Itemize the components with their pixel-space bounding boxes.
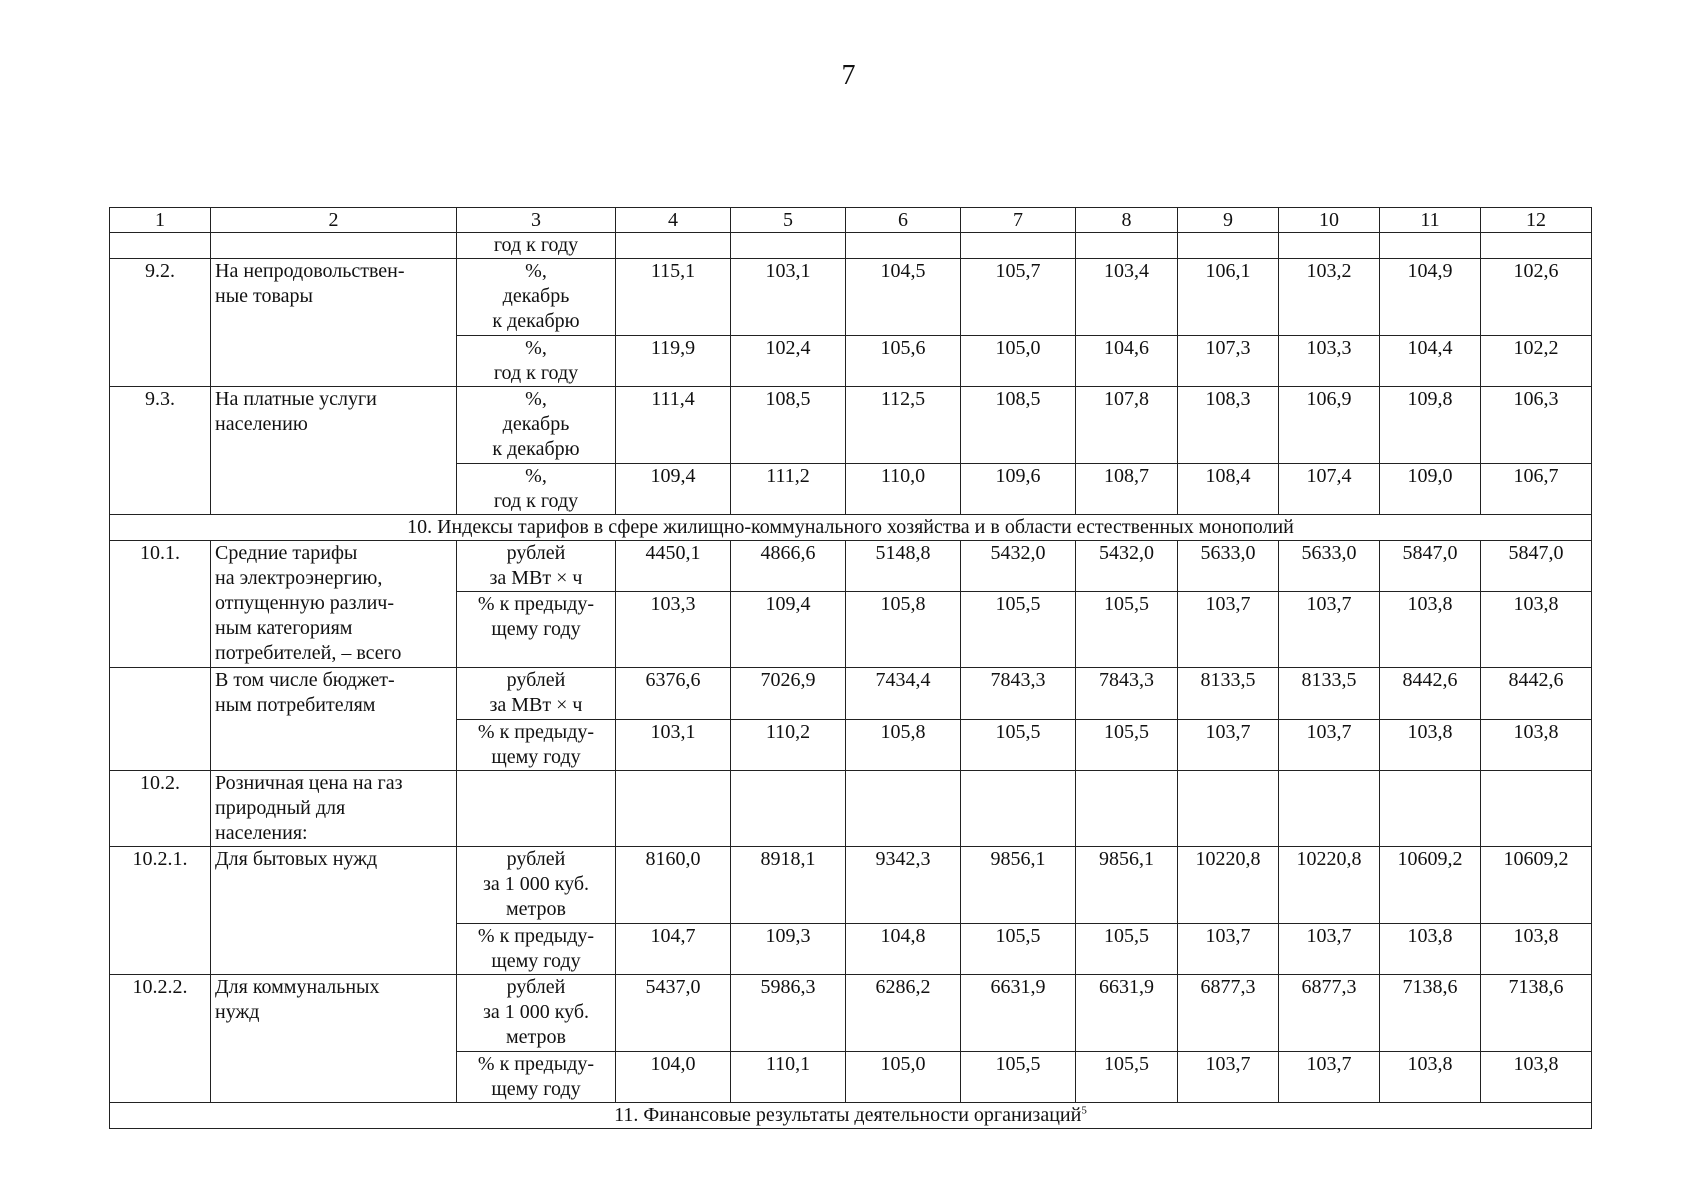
- section-title-cell: [110, 1103, 1592, 1129]
- value-cell: 105,0: [961, 336, 1076, 387]
- table-row: [110, 975, 1592, 1052]
- value-cell: 105,5: [961, 1052, 1076, 1103]
- value-cell: 10609,2: [1481, 847, 1592, 924]
- value-cell: 104,5: [846, 259, 961, 336]
- value-cell: 110,0: [846, 464, 961, 515]
- value-cell: 10220,8: [1279, 847, 1380, 924]
- value-cell: 7138,6: [1380, 975, 1481, 1052]
- carry-over-cell: [1279, 233, 1380, 259]
- value-cell: 103,8: [1380, 924, 1481, 975]
- value-cell: 103,7: [1178, 1052, 1279, 1103]
- footnote-mark: 5: [1081, 1104, 1087, 1117]
- value-cell: 108,4: [1178, 464, 1279, 515]
- carry-over-cell: [1076, 233, 1178, 259]
- unit-cell: % к предыду- щему году: [457, 592, 616, 668]
- unit-cell: % к предыду- щему году: [457, 720, 616, 771]
- value-cell: 103,7: [1279, 924, 1380, 975]
- indicator-name-cell: В том числе бюджет- ным потребителям: [211, 668, 457, 771]
- unit-cell: рублей за 1 000 куб. метров: [457, 847, 616, 924]
- value-cell: 6877,3: [1279, 975, 1380, 1052]
- column-header: 4: [616, 208, 731, 233]
- carry-over-cell: [616, 233, 731, 259]
- value-cell: 109,3: [731, 924, 846, 975]
- value-cell: 103,3: [616, 592, 731, 668]
- value-cell: 110,1: [731, 1052, 846, 1103]
- column-header: 5: [731, 208, 846, 233]
- value-cell: 111,4: [616, 387, 731, 464]
- value-cell: 105,5: [961, 720, 1076, 771]
- value-cell: 108,5: [961, 387, 1076, 464]
- item-number-cell: 10.1.: [110, 541, 211, 668]
- value-cell: 103,8: [1380, 1052, 1481, 1103]
- value-cell: 103,8: [1481, 1052, 1592, 1103]
- value-cell: 10609,2: [1380, 847, 1481, 924]
- value-cell: 103,7: [1279, 592, 1380, 668]
- value-cell: 5986,3: [731, 975, 846, 1052]
- page-number: 7: [841, 60, 856, 91]
- value-cell: 102,4: [731, 336, 846, 387]
- unit-cell: % к предыду- щему году: [457, 1052, 616, 1103]
- empty-cell: [457, 771, 616, 847]
- value-cell: 103,7: [1279, 1052, 1380, 1103]
- value-cell: 103,8: [1380, 720, 1481, 771]
- value-cell: 107,8: [1076, 387, 1178, 464]
- column-number-row: [110, 208, 1592, 233]
- value-cell: 105,5: [961, 924, 1076, 975]
- item-number-cell: [110, 668, 211, 771]
- value-cell: 5432,0: [1076, 541, 1178, 592]
- value-cell: 104,0: [616, 1052, 731, 1103]
- value-cell: 8133,5: [1279, 668, 1380, 720]
- column-header: 6: [846, 208, 961, 233]
- value-cell: 8442,6: [1481, 668, 1592, 720]
- value-cell: 109,6: [961, 464, 1076, 515]
- value-cell: 115,1: [616, 259, 731, 336]
- section-title: 10. Индексы тарифов в сфере жилищно-коммунального хозяйства и в области естественных монополий: [407, 516, 1294, 538]
- column-header: 1: [110, 208, 211, 233]
- item-number-cell: 10.2.2.: [110, 975, 211, 1103]
- section-row: [110, 1103, 1592, 1129]
- value-cell: 109,0: [1380, 464, 1481, 515]
- carry-over-cell: [1380, 233, 1481, 259]
- value-cell: 6877,3: [1178, 975, 1279, 1052]
- column-header: 10: [1279, 208, 1380, 233]
- column-header: 12: [1481, 208, 1592, 233]
- value-cell: 102,2: [1481, 336, 1592, 387]
- value-cell: 7138,6: [1481, 975, 1592, 1052]
- indicator-name-cell: Розничная цена на газ природный для населения:: [211, 771, 457, 847]
- empty-cell: [1380, 771, 1481, 847]
- value-cell: 105,8: [846, 720, 961, 771]
- value-cell: 119,9: [616, 336, 731, 387]
- value-cell: 4866,6: [731, 541, 846, 592]
- table-row: [110, 847, 1592, 924]
- column-header: 11: [1380, 208, 1481, 233]
- unit-cell: рублей за МВт × ч: [457, 668, 616, 720]
- value-cell: 103,8: [1481, 720, 1592, 771]
- value-cell: 103,1: [731, 259, 846, 336]
- value-cell: 6286,2: [846, 975, 961, 1052]
- value-cell: 107,3: [1178, 336, 1279, 387]
- section-title: 11. Финансовые результаты деятельности организаций: [614, 1104, 1082, 1126]
- carry-over-cell: [110, 233, 211, 259]
- indicator-name-cell: На непродовольствен- ные товары: [211, 259, 457, 387]
- carry-over-row: [110, 233, 1592, 259]
- value-cell: 8133,5: [1178, 668, 1279, 720]
- value-cell: 105,5: [1076, 1052, 1178, 1103]
- carry-over-cell: [1178, 233, 1279, 259]
- item-number-cell: 10.2.: [110, 771, 211, 847]
- value-cell: 104,4: [1380, 336, 1481, 387]
- item-number-cell: 10.2.1.: [110, 847, 211, 975]
- value-cell: 111,2: [731, 464, 846, 515]
- value-cell: 105,5: [1076, 924, 1178, 975]
- value-cell: 105,5: [961, 592, 1076, 668]
- unit-cell: рублей за МВт × ч: [457, 541, 616, 592]
- indicator-name-cell: Средние тарифы на электроэнергию, отпущенную различ- ным категориям потребителей, – всего: [211, 541, 457, 668]
- carry-over-cell: [846, 233, 961, 259]
- empty-cell: [1279, 771, 1380, 847]
- item-number-cell: 9.2.: [110, 259, 211, 387]
- unit-cell: рублей за 1 000 куб. метров: [457, 975, 616, 1052]
- table-row: [110, 387, 1592, 464]
- value-cell: 4450,1: [616, 541, 731, 592]
- value-cell: 108,5: [731, 387, 846, 464]
- value-cell: 103,2: [1279, 259, 1380, 336]
- empty-cell: [1076, 771, 1178, 847]
- value-cell: 9856,1: [1076, 847, 1178, 924]
- value-cell: 105,6: [846, 336, 961, 387]
- value-cell: 8160,0: [616, 847, 731, 924]
- value-cell: 103,3: [1279, 336, 1380, 387]
- value-cell: 6631,9: [961, 975, 1076, 1052]
- table-row: [110, 668, 1592, 720]
- value-cell: 109,4: [616, 464, 731, 515]
- unit-cell: % к предыду- щему году: [457, 924, 616, 975]
- empty-cell: [961, 771, 1076, 847]
- value-cell: 103,7: [1279, 720, 1380, 771]
- unit-cell: %, год к году: [457, 464, 616, 515]
- section-row: [110, 515, 1592, 541]
- column-header: 3: [457, 208, 616, 233]
- value-cell: 104,9: [1380, 259, 1481, 336]
- indicator-name-cell: На платные услуги населению: [211, 387, 457, 515]
- value-cell: 103,7: [1178, 924, 1279, 975]
- carry-over-cell: [1481, 233, 1592, 259]
- value-cell: 5847,0: [1481, 541, 1592, 592]
- value-cell: 103,8: [1481, 592, 1592, 668]
- value-cell: 6376,6: [616, 668, 731, 720]
- value-cell: 106,3: [1481, 387, 1592, 464]
- value-cell: 8442,6: [1380, 668, 1481, 720]
- value-cell: 112,5: [846, 387, 961, 464]
- empty-cell: [1481, 771, 1592, 847]
- value-cell: 109,4: [731, 592, 846, 668]
- column-header: 8: [1076, 208, 1178, 233]
- value-cell: 107,4: [1279, 464, 1380, 515]
- unit-cell: %, декабрь к декабрю: [457, 259, 616, 336]
- value-cell: 106,1: [1178, 259, 1279, 336]
- column-header: 7: [961, 208, 1076, 233]
- indicator-name-cell: Для коммунальных нужд: [211, 975, 457, 1103]
- column-header: 9: [1178, 208, 1279, 233]
- value-cell: 6631,9: [1076, 975, 1178, 1052]
- value-cell: 7434,4: [846, 668, 961, 720]
- indicator-name-cell: Для бытовых нужд: [211, 847, 457, 975]
- item-number-cell: 9.3.: [110, 387, 211, 515]
- value-cell: 5847,0: [1380, 541, 1481, 592]
- value-cell: 106,7: [1481, 464, 1592, 515]
- value-cell: 102,6: [1481, 259, 1592, 336]
- value-cell: 103,4: [1076, 259, 1178, 336]
- unit-cell: %, год к году: [457, 336, 616, 387]
- unit-cell: %, декабрь к декабрю: [457, 387, 616, 464]
- value-cell: 5432,0: [961, 541, 1076, 592]
- value-cell: 105,0: [846, 1052, 961, 1103]
- value-cell: 7026,9: [731, 668, 846, 720]
- value-cell: 104,6: [1076, 336, 1178, 387]
- value-cell: 105,7: [961, 259, 1076, 336]
- empty-cell: [1178, 771, 1279, 847]
- value-cell: 104,7: [616, 924, 731, 975]
- indicators-table: [109, 207, 1592, 1129]
- value-cell: 108,3: [1178, 387, 1279, 464]
- value-cell: 103,7: [1178, 720, 1279, 771]
- value-cell: 5148,8: [846, 541, 961, 592]
- carry-over-cell: [731, 233, 846, 259]
- empty-cell: [731, 771, 846, 847]
- section-title-cell: [110, 515, 1592, 541]
- value-cell: 103,8: [1481, 924, 1592, 975]
- carry-over-cell: [961, 233, 1076, 259]
- value-cell: 7843,3: [961, 668, 1076, 720]
- value-cell: 5633,0: [1178, 541, 1279, 592]
- value-cell: 105,5: [1076, 592, 1178, 668]
- value-cell: 105,8: [846, 592, 961, 668]
- value-cell: 103,1: [616, 720, 731, 771]
- table-body: [110, 208, 1592, 1129]
- unit-cell: год к году: [457, 233, 616, 259]
- value-cell: 104,8: [846, 924, 961, 975]
- empty-cell: [616, 771, 731, 847]
- value-cell: 103,7: [1178, 592, 1279, 668]
- value-cell: 5437,0: [616, 975, 731, 1052]
- table-row: [110, 771, 1592, 847]
- empty-cell: [846, 771, 961, 847]
- table-row: [110, 259, 1592, 336]
- value-cell: 105,5: [1076, 720, 1178, 771]
- value-cell: 109,8: [1380, 387, 1481, 464]
- value-cell: 8918,1: [731, 847, 846, 924]
- column-header: 2: [211, 208, 457, 233]
- value-cell: 9342,3: [846, 847, 961, 924]
- table-row: [110, 541, 1592, 592]
- value-cell: 7843,3: [1076, 668, 1178, 720]
- value-cell: 5633,0: [1279, 541, 1380, 592]
- value-cell: 10220,8: [1178, 847, 1279, 924]
- carry-over-cell: [211, 233, 457, 259]
- value-cell: 9856,1: [961, 847, 1076, 924]
- value-cell: 108,7: [1076, 464, 1178, 515]
- value-cell: 106,9: [1279, 387, 1380, 464]
- value-cell: 110,2: [731, 720, 846, 771]
- value-cell: 103,8: [1380, 592, 1481, 668]
